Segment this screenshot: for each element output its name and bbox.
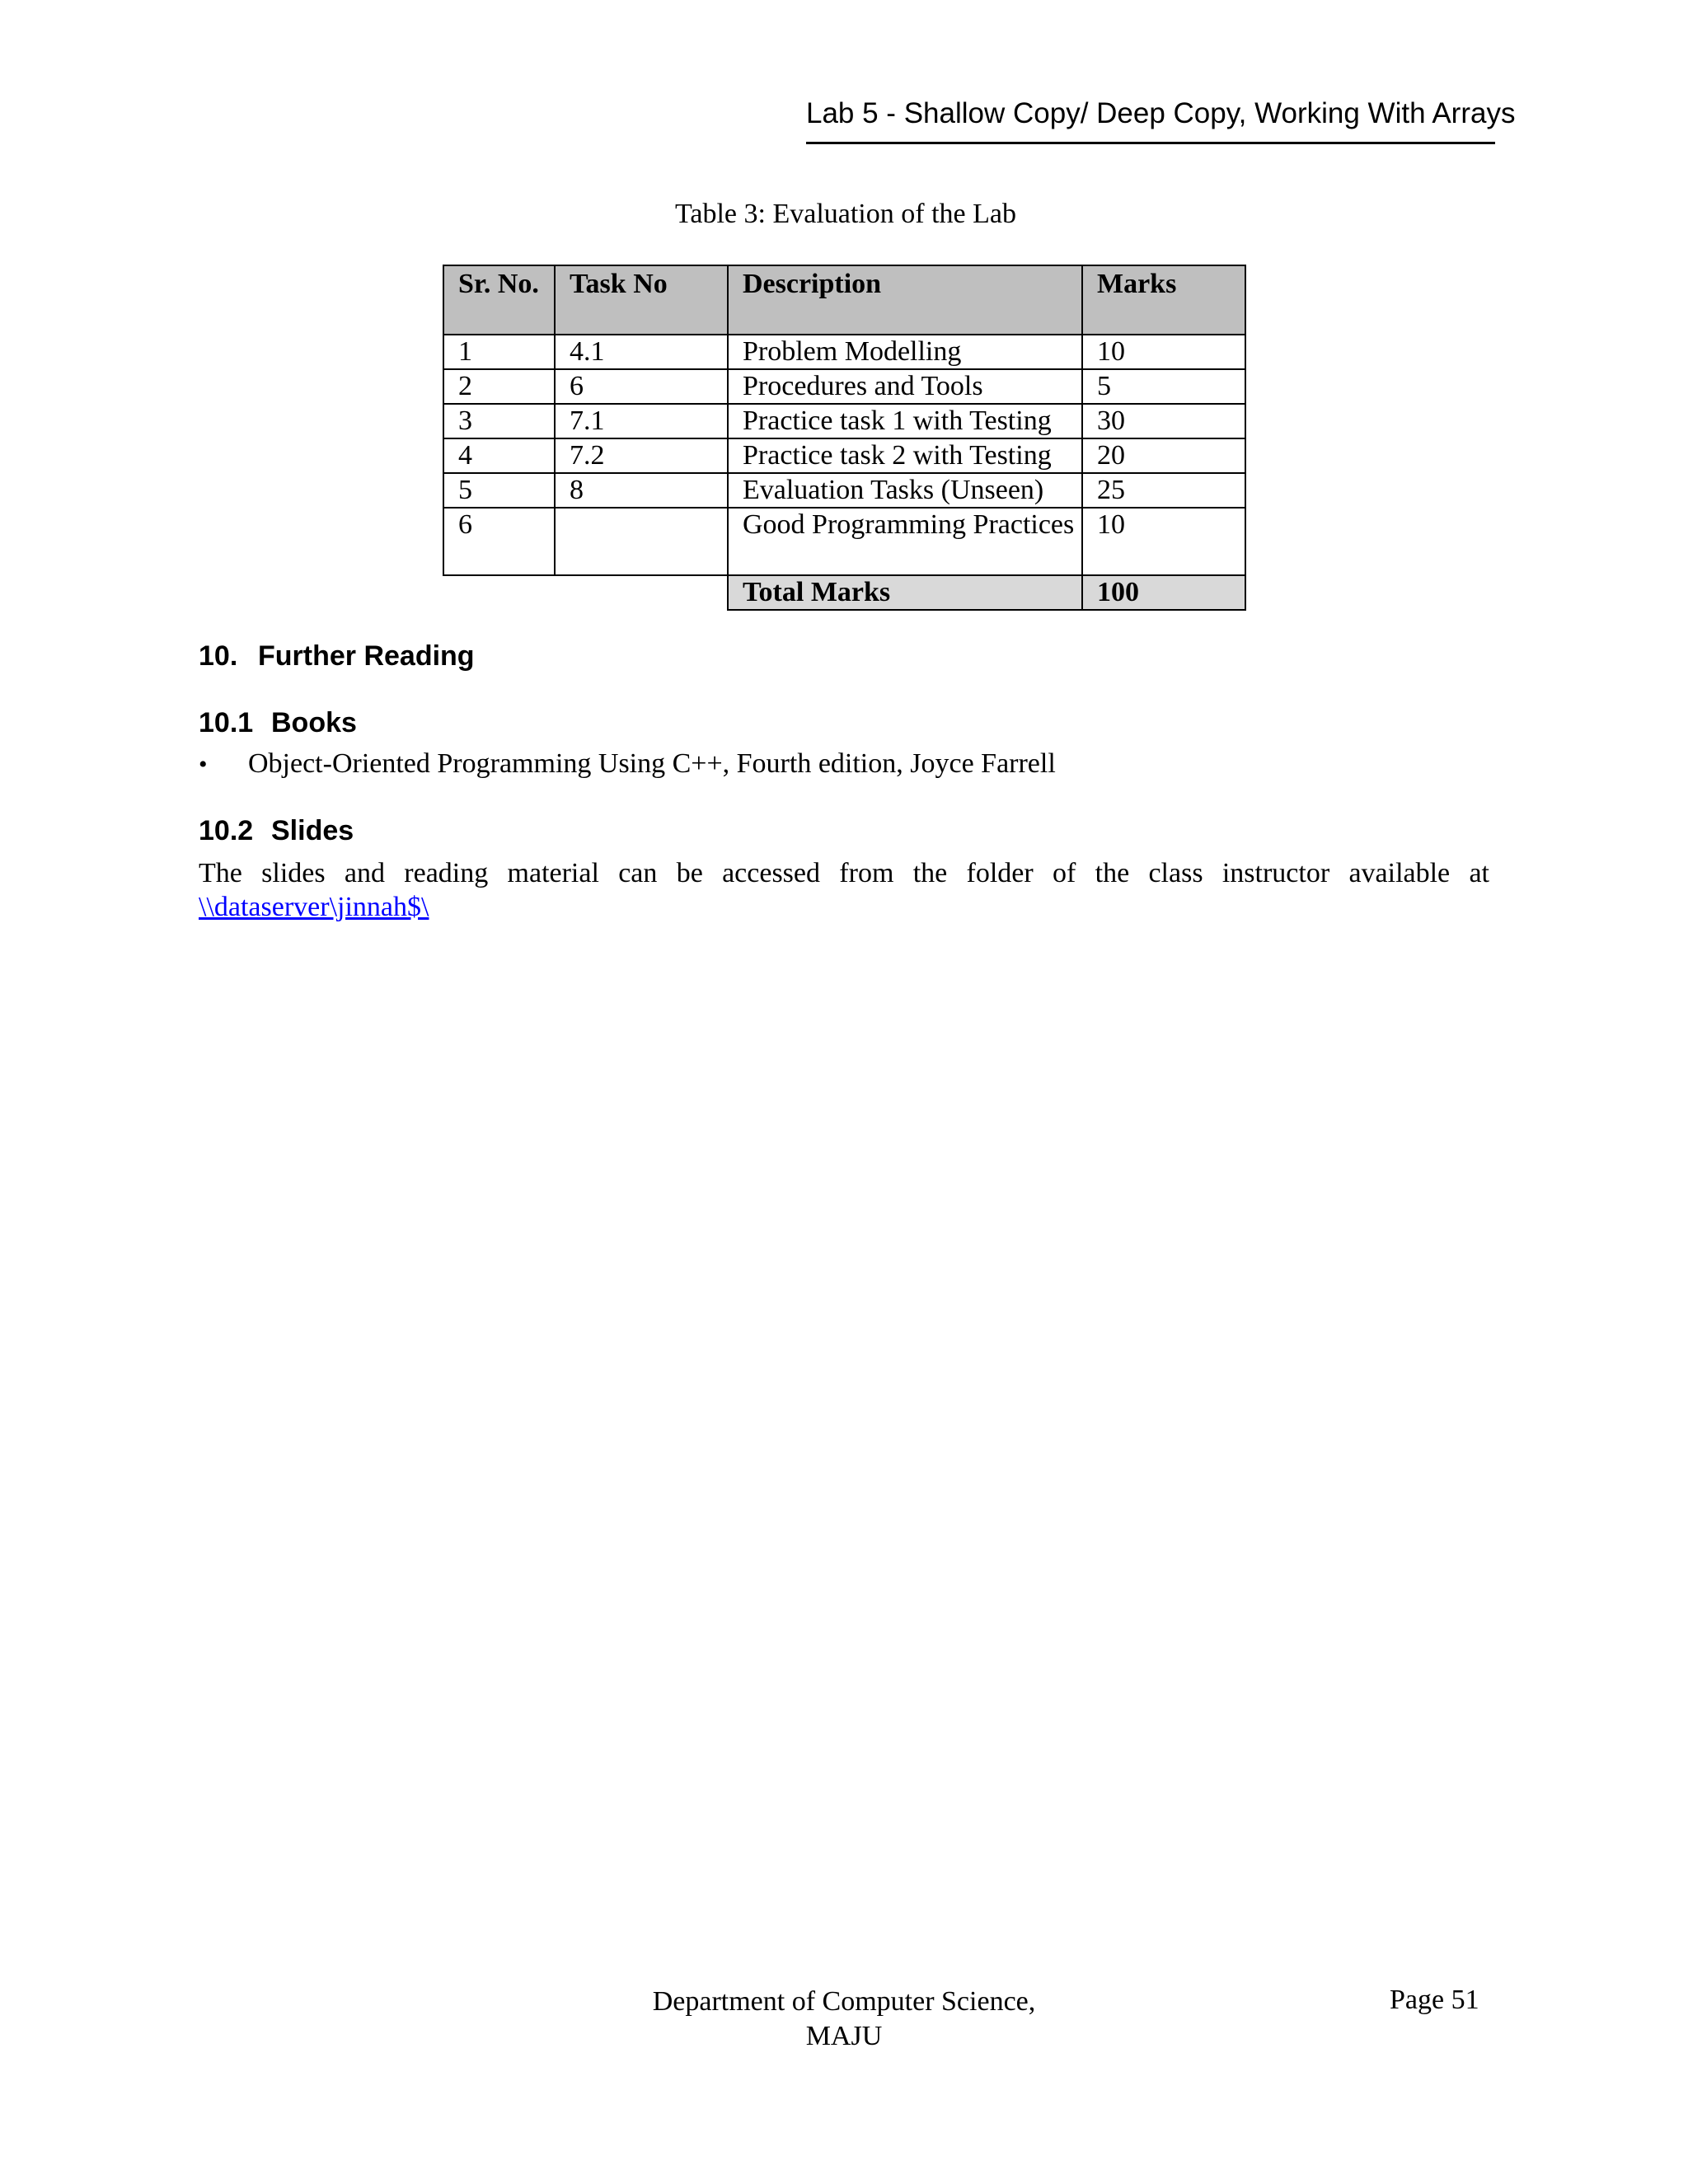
- cell-description: Good Programming Practices: [728, 508, 1082, 575]
- cell-sr: 4: [443, 438, 555, 473]
- cell-description: Practice task 1 with Testing: [728, 404, 1082, 438]
- cell-task: 7.1: [555, 404, 728, 438]
- section-title: Further Reading: [258, 640, 475, 672]
- cell-description: Problem Modelling: [728, 335, 1082, 369]
- section-number: 10.: [199, 640, 238, 672]
- table-row: [443, 404, 1245, 438]
- cell-marks: 5: [1082, 369, 1245, 404]
- cell-marks: 20: [1082, 438, 1245, 473]
- bullet-icon: •: [199, 751, 208, 778]
- cell-marks: 10: [1082, 508, 1245, 575]
- col-header-sr: Sr. No.: [443, 265, 555, 335]
- footer-dept-line1: Department of Computer Science,: [652, 1986, 1036, 2017]
- cell-description: Procedures and Tools: [728, 369, 1082, 404]
- cell-sr: 2: [443, 369, 555, 404]
- table-caption: Table 3: Evaluation of the Lab: [675, 199, 1016, 229]
- table-row: [443, 335, 1245, 369]
- cell-marks: 25: [1082, 473, 1245, 508]
- cell-description: Evaluation Tasks (Unseen): [728, 473, 1082, 508]
- section-number: 10.2: [199, 815, 254, 846]
- footer-dept-line2: MAJU: [805, 2021, 883, 2051]
- table-row: [443, 438, 1245, 473]
- section-heading-further-reading: [199, 640, 475, 673]
- table-row: [443, 473, 1245, 508]
- list-item: [199, 748, 1056, 780]
- cell-task: 6: [555, 369, 728, 404]
- cell-task: 7.2: [555, 438, 728, 473]
- cell-task: 8: [555, 473, 728, 508]
- running-header: Lab 5 - Shallow Copy/ Deep Copy, Working With Arrays: [806, 97, 1495, 144]
- total-label: Total Marks: [728, 575, 1082, 610]
- cell-sr: 1: [443, 335, 555, 369]
- cell-sr: 3: [443, 404, 555, 438]
- dataserver-link[interactable]: \\dataserver\jinnah$\: [199, 892, 429, 922]
- cell-description: Practice task 2 with Testing: [728, 438, 1082, 473]
- total-value: 100: [1082, 575, 1245, 610]
- section-heading-slides: [199, 815, 354, 847]
- table-row: [443, 369, 1245, 404]
- col-header-task: Task No: [555, 265, 728, 335]
- table-row: [443, 508, 1245, 575]
- table-header-row: [443, 265, 1245, 335]
- section-heading-books: [199, 707, 357, 739]
- table-total-row: [443, 575, 1245, 610]
- cell-sr: 5: [443, 473, 555, 508]
- cell-task: 4.1: [555, 335, 728, 369]
- slides-paragraph: The slides and reading material can be accessed from the folder of the class instructor available at: [199, 858, 1489, 888]
- section-number: 10.1: [199, 707, 254, 738]
- evaluation-table: [443, 265, 1246, 611]
- section-title: Books: [271, 707, 357, 738]
- cell-sr: 6: [443, 508, 555, 575]
- col-header-description: Description: [728, 265, 1082, 335]
- cell-task: [555, 508, 728, 575]
- col-header-marks: Marks: [1082, 265, 1245, 335]
- cell-marks: 30: [1082, 404, 1245, 438]
- cell-marks: 10: [1082, 335, 1245, 369]
- page-number: Page 51: [1390, 1985, 1479, 2015]
- section-title: Slides: [271, 815, 354, 846]
- book-reference: Object-Oriented Programming Using C++, Fourth edition, Joyce Farrell: [248, 748, 1056, 779]
